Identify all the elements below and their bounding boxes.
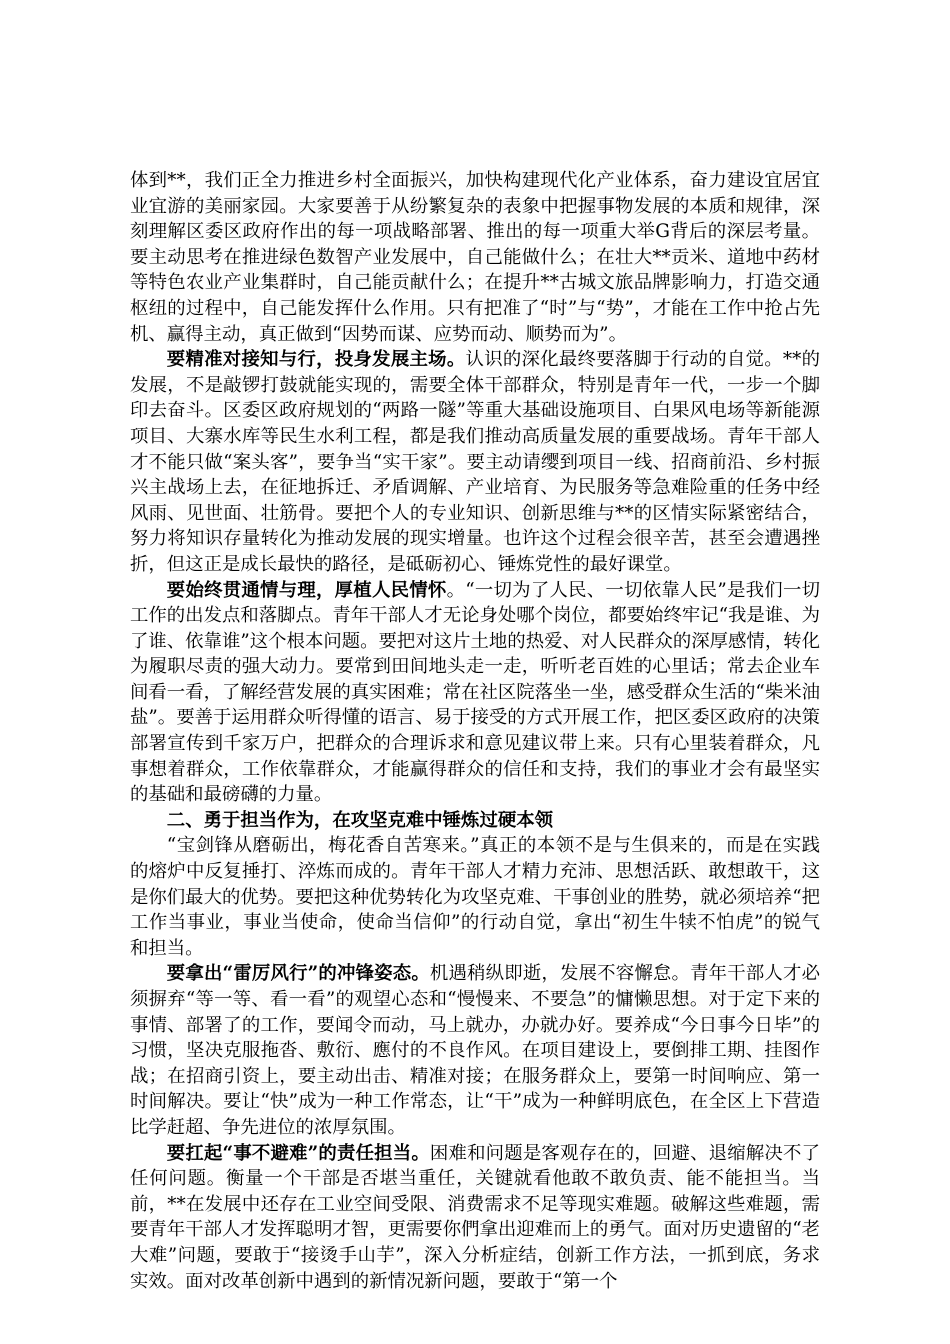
paragraph-lead: 要精准对接知与行，投身发展主场。	[166, 349, 466, 371]
paragraph-lead: 要扛起“事不避难”的责任担当。	[166, 1142, 430, 1164]
paragraph-text: “宝剑锋从磨砺出，梅花香自苦寒来。”真正的本领不是与生俱来的，而是在实践的熔炉中反复捶打、淬炼而成的。青年干部人才精力充沛、思想活跃、敢想敢干，这是你们最大的优势。要把这种优势转化为攻坚克难、干事创业的胜势，就必须培养“把工作当事业，事业当使命，使命当信仰”的行动自觉，拿出“初生牛犊不怕虎”的锐气和担当。	[130, 835, 820, 959]
paragraph-text: 困难和问题是客观存在的，回避、退缩解决不了任何问题。衡量一个干部是否堪当重任，关键就看他敢不敢负责、能不能担当。当前，**在发展中还存在工业空间受限、消费需求不足等现实难题。破解这些难题，需要青年干部人才发挥聪明才智，更需要你們拿出迎难而上的勇气。面对历史遗留的“老大难”问题，要敢于“接烫手山芋”，深入分析症结，创新工作方法，一抓到底，务求实效。面对改革创新中遇到的新情况新问题，要敢于“第一个	[130, 1142, 820, 1292]
paragraph-intro	[130, 833, 820, 961]
paragraph-text: 认识的深化最终要落脚于行动的自觉。**的发展，不是敲锣打鼓就能实现的，需要全体干部群众，特别是青年一代，一步一个脚印去奋斗。区委区政府规划的“两路一隧”等重大基础设施项目、白果风电场等新能源项目、大寨水库等民生水利工程，都是我们推动高质量发展的重要战场。青年干部人才不能只做“案头客”，要争当“实干家”。要主动请缨到项目一线、招商前沿、乡村振兴主战场上去，在征地拆迁、矛盾调解、产业培育、为民服务等急难险重的任务中经风雨、见世面、壮筋骨。要把个人的专业知识、创新思维与**的区情实际紧密结合，努力将知识存量转化为推动发展的现实增量。也许这个过程会很辛苦，甚至会遭遇挫折，但这正是成长最快的路径，是砥砺初心、锤炼党性的最好课堂。	[130, 349, 820, 575]
paragraph-lead: 要拿出“雷厉风行”的冲锋姿态。	[166, 963, 430, 985]
paragraph-continued	[130, 168, 820, 347]
paragraph-text: 体到**，我们正全力推进乡村全面振兴，加快构建现代化产业体系，奋力建设宜居宜业宜游的美丽家园。大家要善于从纷繁复杂的表象中把握事物发展的本质和规律，深刻理解区委区政府作出的每一项战略部署、推出的每一项重大举G背后的深层考量。要主动思考在推进绿色数智产业发展中，自己能做什么；在壮大**贡米、道地中药材等特色农业产业集群时，自己能贡献什么；在提升**古城文旅品牌影响力，打造交通枢纽的过程中，自己能发挥什么作用。只有把准了“时”与“势”，才能在工作中抢占先机、赢得主动，真正做到“因势而谋、应势而动、顺势而为”。	[130, 170, 820, 345]
document-body	[130, 168, 820, 1294]
section-heading: 二、勇于担当作为，在攻坚克难中锤炼过硬本领	[166, 809, 554, 831]
paragraph-lead: 要始终贯通情与理，厚植人民情怀	[166, 579, 447, 601]
paragraph-people-feeling	[130, 578, 820, 808]
paragraph-swift-action	[130, 961, 820, 1140]
paragraph-knowledge-action	[130, 347, 820, 577]
paragraph-text: 机遇稍纵即逝，发展不容懈怠。青年干部人才必须摒弃“等一等、看一看”的观望心态和“慢慢来、不要急”的慵懒思想。对于定下来的事情、部署了的工作，要闻令而动，马上就办，办就办好。要养成“今日事今日毕”的习惯，坚决克服拖沓、敷衍、應付的不良作风。在项目建设上，要倒排工期、挂图作战；在招商引资上，要主动出击、精准对接；在服务群众上，要第一时间响应、第一时间解决。要让“快”成为一种工作常态，让“干”成为一种鲜明底色，在全区上下营造比学赶超、争先进位的浓厚氛围。	[130, 963, 820, 1138]
paragraph-text: 。“一切为了人民、一切依靠人民”是我们一切工作的出发点和落脚点。青年干部人才无论身处哪个岗位，都要始终牢记“我是谁、为了谁、依靠谁”这个根本问题。要把对这片土地的热爱、对人民群众的深厚感情，转化为履职尽责的强大动力。要常到田间地头走一走，听听老百姓的心里话；常去企业车间看一看，了解经营发展的真实困难；常在社区院落坐一坐，感受群众生活的“柴米油盐”。要善于运用群众听得懂的语言、易于接受的方式开展工作，把区委区政府的决策部署宣传到千家万户，把群众的合理诉求和意见建议带上来。只有心里装着群众，凡事想着群众，工作依靠群众，才能赢得群众的信任和支持，我们的事业才会有最坚实的基础和最磅礴的力量。	[130, 579, 820, 806]
paragraph-responsibility	[130, 1141, 820, 1295]
